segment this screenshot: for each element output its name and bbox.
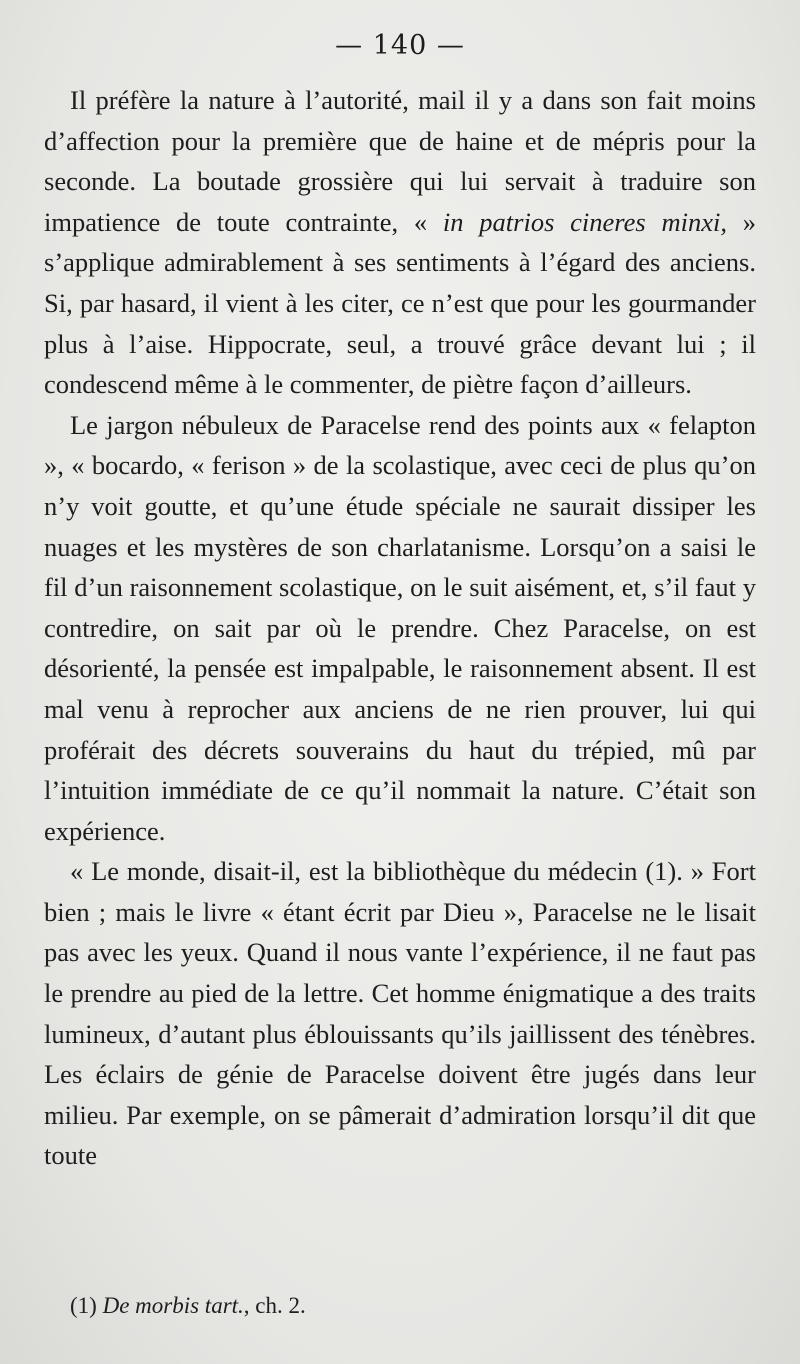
paragraph-text: » s’applique admirablement à ses sentiments à l’égard des anciens. Si, par hasard, il vient à les citer, ce n’est que pour les gourmander plus à l’aise. Hippocrate, seul, a trouvé grâce devant lui ; il condescend même à le commenter, de piètre façon d’ailleurs. [44, 206, 757, 400]
footnote-title: De morbis tart. [102, 1293, 244, 1318]
footnote [70, 1293, 750, 1319]
paragraph-1 [44, 80, 756, 405]
paragraph-text: « Le monde, disait-il, est la bibliothèque du médecin (1). » Fort bien ; mais le livre « étant écrit par Dieu », Paracelse ne le lisait pas avec les yeux. Quand il nous vante l’expérience, il ne faut pas le prendre au pied de la lettre. Cet homme énigmatique a des traits lumineux, d’autant plus éblouissants qu’ils jaillissent des ténèbres. Les éclairs de génie de Paracelse doivent être jugés dans leur milieu. Par exemple, on se pâmerait d’admiration lorsqu’il dit que toute [44, 856, 756, 1171]
paragraph-text: Le jargon nébuleux de Paracelse rend des points aux « felapton », « bocardo, « ferison » de la scolastique, avec ceci de plus qu’on n’y voit goutte, et qu’une étude spéciale ne saurait dissiper les nuages et les mystères de son charlatanisme. Lorsqu’on a saisi le fil d’un raisonnement scolastique, on le suit aisément, et, s’il faut y contredire, on sait par où le prendre. Chez Paracelse, on est désorienté, la pensée est impalpable, le raisonnement absent. Il est mal venu à reprocher aux anciens de ne rien prouver, lui qui proférait des décrets souverains du haut du trépied, mû par l’intuition immédiate de ce qu’il nommait la nature. C’était son expérience. [44, 409, 756, 846]
footnote-marker: (1) [70, 1293, 97, 1318]
paragraph-3 [44, 851, 756, 1176]
latin-quote: in patrios cineres minxi, [442, 206, 727, 237]
page-number: — 140 — [335, 30, 465, 61]
paragraph-2 [44, 405, 756, 852]
footnote-rest: , ch. 2. [243, 1293, 306, 1318]
body-text [44, 80, 756, 1176]
paragraph-text: Il préfère la nature à l’autorité, mail il y a dans son fait moins d’affection pour la première que de haine et de mépris pour la seconde. La boutade grossière qui lui servait à traduire son impatience de toute contrainte, « [44, 85, 756, 237]
